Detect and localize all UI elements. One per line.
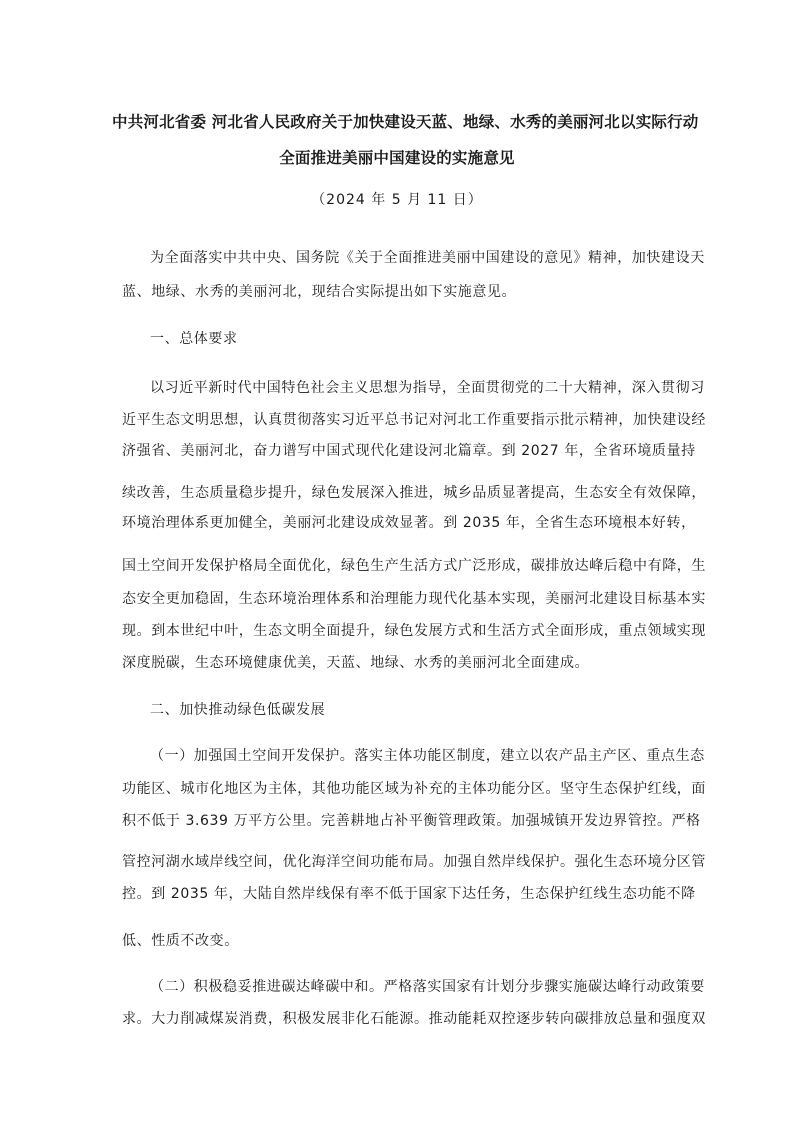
paragraph-line: 求。大力削减煤炭消费，积极发展非化石能源。推动能耗双控逐步转向碳排放总量和强度双	[122, 1011, 706, 1027]
paragraph-line: 国土空间开发保护格局全面优化，绿色生产生活方式广泛形成，碳排放达峰后稳中有降，生	[122, 558, 706, 574]
section-heading-green-low-carbon: 二、加快推动绿色低碳发展	[150, 702, 326, 718]
paragraph-line: （二）积极稳妥推进碳达峰碳中和。严格落实国家有计划分步骤实施碳达峰行动政策要	[150, 979, 705, 995]
paragraph-line: （一）加强国土空间开发保护。落实主体功能区制度，建立以农产品主产区、重点生态	[150, 748, 705, 764]
paragraph-line: 低、性质不改变。	[122, 933, 239, 949]
paragraph-line: 控。到 2035 年，大陆自然岸线保有率不低于国家下达任务，生态保护红线生态功能不降	[122, 886, 696, 902]
paragraph-line: 现。到本世纪中叶，生态文明全面提升，绿色发展方式和生活方式全面形成，重点领域实现	[122, 623, 706, 639]
section-heading-overall-requirements: 一、总体要求	[150, 331, 238, 347]
paragraph-line: 环境治理体系更加健全，美丽河北建设成效显著。到 2035 年，全省生态环境根本好转，	[122, 515, 696, 531]
paragraph-line: 济强省、美丽河北，奋力谱写中国式现代化建设河北篇章。到 2027 年，全省环境质量持	[122, 443, 696, 459]
paragraph-line: 深度脱碳，生态环境健康优美，天蓝、地绿、水秀的美丽河北全面建成。	[122, 655, 590, 671]
document-title-line-1: 中共河北省委 河北省人民政府关于加快建设天蓝、地绿、水秀的美丽河北以实际行动	[112, 113, 699, 131]
paragraph-line: 续改善，生态质量稳步提升，绿色发展深入推进，城乡品质显著提高，生态安全有效保障，	[122, 485, 706, 501]
paragraph-line: 以习近平新时代中国特色社会主义思想为指导，全面贯彻党的二十大精神，深入贯彻习	[150, 380, 705, 396]
intro-line: 蓝、地绿、水秀的美丽河北，现结合实际提出如下实施意见。	[122, 284, 517, 300]
paragraph-line: 管控河湖水域岸线空间，优化海洋空间功能布局。加强自然岸线保护。强化生态环境分区管	[122, 854, 706, 870]
paragraph-line: 态安全更加稳固，生态环境治理体系和治理能力现代化基本实现，美丽河北建设目标基本实	[122, 591, 706, 607]
paragraph-line: 近平生态文明思想，认真贯彻落实习近平总书记对河北工作重要指示批示精神，加快建设经	[122, 412, 706, 428]
paragraph-line: 功能区、城市化地区为主体，其他功能区域为补充的主体功能分区。坚守生态保护红线，面	[122, 781, 706, 797]
document-date: （2024 年 5 月 11 日）	[311, 192, 483, 208]
intro-line: 为全面落实中共中央、国务院《关于全面推进美丽中国建设的意见》精神，加快建设天	[150, 250, 705, 266]
paragraph-line: 积不低于 3.639 万平方公里。完善耕地占补平衡管理政策。加强城镇开发边界管控。严格	[122, 813, 701, 829]
document-title-line-2: 全面推进美丽中国建设的实施意见	[279, 149, 515, 167]
